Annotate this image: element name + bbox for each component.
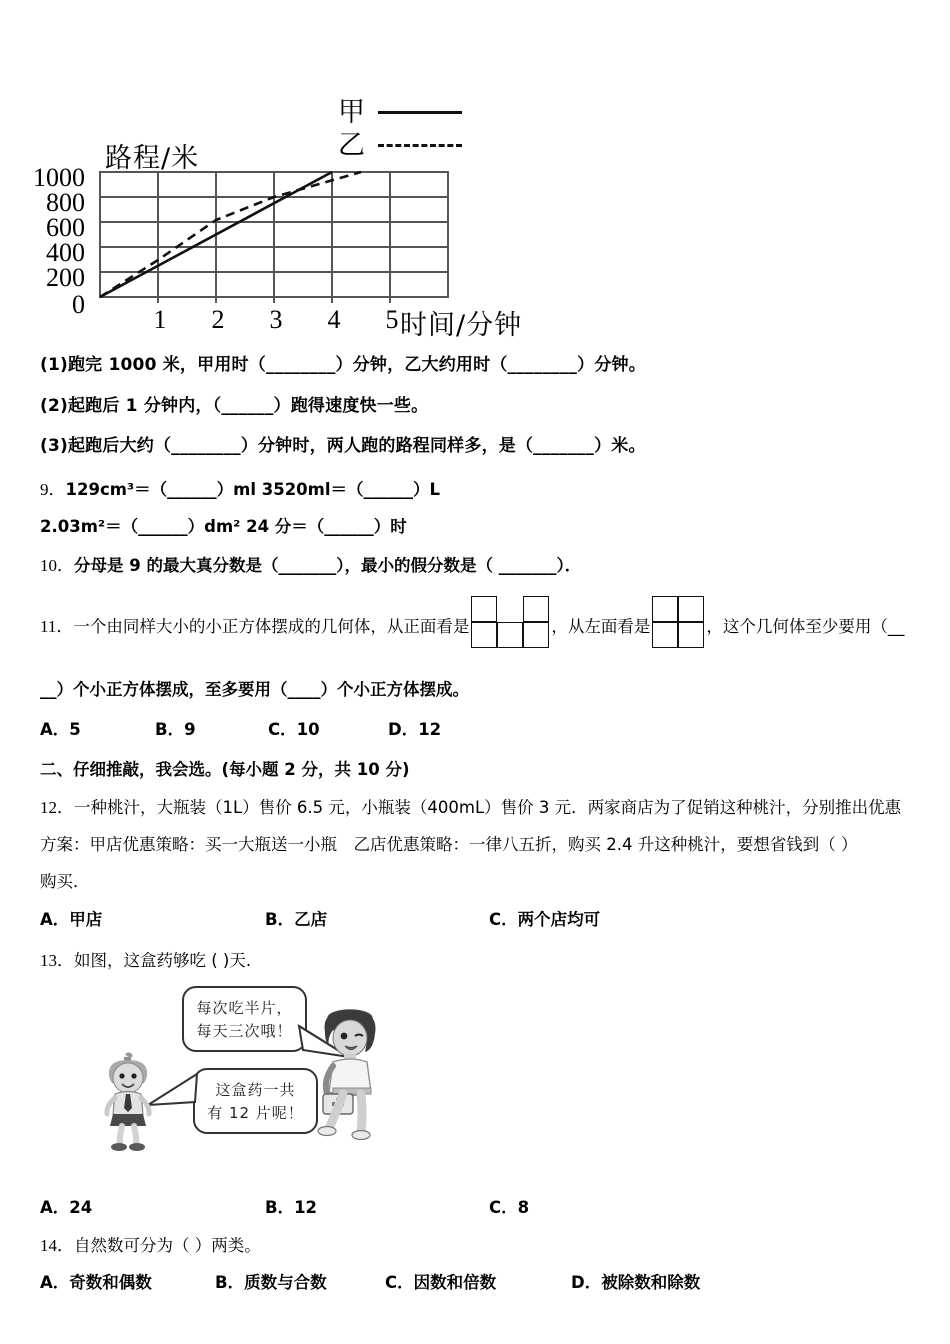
option-d[interactable]: D．12 [388, 719, 442, 739]
option-d[interactable]: D．被除数和除数 [571, 1272, 701, 1292]
distance-time-chart [0, 0, 950, 341]
option-c[interactable]: C．10 [268, 719, 320, 739]
chart-subquestion-1: (1)跑完 1000 米，甲用时（________）分钟，乙大约用时（________）分钟。 [40, 355, 646, 375]
question-11-part4: __）个小正方体摆成，至多要用（____）个小正方体摆成。 [40, 679, 469, 699]
question-10-text: 分母是 9 的最大真分数是（_______），最小的假分数是（ _______）． [74, 555, 582, 575]
question-12-line2: 方案：甲店优惠策略：买一大瓶送一小瓶 乙店优惠策略：一律八五折，购买 2.4 升这种桃汁，要想省钱到（ ） [40, 834, 858, 854]
front-view-shape [471, 596, 549, 648]
question-13-options [40, 1194, 920, 1218]
question-11 [40, 596, 920, 648]
option-b[interactable]: B．9 [155, 719, 196, 739]
question-10 [40, 551, 920, 576]
section-2-heading: 二、仔细推敲，我会选。(每小题 2 分，共 10 分) [40, 759, 410, 779]
left-view-shape [652, 596, 704, 648]
child-figure-icon [95, 1050, 161, 1154]
question-12 [40, 793, 920, 818]
nurse-speech-bubble [182, 986, 307, 1052]
option-a[interactable]: A．24 [40, 1197, 93, 1217]
question-13 [40, 946, 920, 971]
child-bubble-line-2: 有 12 片呢！ [207, 1103, 304, 1122]
question-9-number: 9． [40, 479, 66, 499]
x-tick-3: 3 [269, 305, 283, 334]
question-11-part2: ，从左面看是 [551, 616, 651, 636]
option-c[interactable]: C．8 [489, 1197, 530, 1217]
x-tick-2: 2 [211, 305, 225, 334]
x-tick-5: 5 [385, 305, 399, 334]
question-11-part3: ，这个几何体至少要用（__ [706, 616, 905, 636]
question-11-part1: 一个由同样大小的小正方体摆成的几何体，从正面看是 [73, 616, 470, 636]
y-tick-600: 600 [46, 213, 85, 242]
option-b[interactable]: B．质数与合数 [215, 1272, 327, 1292]
question-11-part4-row [40, 676, 920, 700]
question-14-number: 14． [40, 1235, 74, 1255]
nurse-bubble-line-2: 每天三次哦！ [196, 1021, 293, 1040]
option-a[interactable]: A．奇数和偶数 [40, 1272, 152, 1292]
question-9-line2: 2.03m²＝（______）dm² 24 分＝（______）时 [40, 516, 407, 536]
option-a[interactable]: A．5 [40, 719, 81, 739]
question-12-line3-row [40, 868, 920, 892]
question-12-number: 12． [40, 797, 74, 817]
question-body [40, 352, 920, 1306]
x-tick-1: 1 [153, 305, 167, 334]
chart-plot-area [0, 0, 460, 330]
question-9 [40, 475, 920, 500]
question-11-number: 11． [40, 616, 74, 636]
option-c[interactable]: C．两个店均可 [489, 909, 601, 929]
option-b[interactable]: B．12 [265, 1197, 318, 1217]
question-14 [40, 1231, 920, 1256]
nurse-figure-icon [303, 1002, 389, 1152]
chart-subquestion-2: (2)起跑后 1 分钟内，（______）跑得速度快一些。 [40, 395, 429, 416]
legend-label-jia: 甲 [338, 97, 365, 128]
y-tick-1000: 1000 [33, 163, 85, 192]
option-a[interactable]: A．甲店 [40, 909, 103, 929]
question-12-line1: 一种桃汁，大瓶装（1L）售价 6.5 元，小瓶装（400mL）售价 3 元．两家商店为了促销这种桃汁，分别推出优惠 [74, 797, 902, 817]
question-14-text: 自然数可分为（ ）两类。 [74, 1235, 261, 1255]
y-axis-title: 路程/米 [105, 143, 200, 174]
y-tick-0: 0 [72, 290, 85, 319]
x-axis-title: 时间/分钟 [400, 310, 523, 341]
nurse-bubble-line-1: 每次吃半片， [196, 998, 293, 1017]
question-13-number: 13． [40, 950, 74, 970]
child-bubble-line-1: 这盒药一共 [215, 1080, 296, 1099]
question-13-text: 如图，这盒药够吃 ( )天. [74, 950, 252, 970]
option-c[interactable]: C．因数和倍数 [385, 1272, 497, 1292]
legend-label-yi: 乙 [338, 130, 365, 161]
option-b[interactable]: B．乙店 [265, 909, 328, 929]
question-9-line2-row [40, 513, 920, 537]
question-12-line3: 购买． [40, 871, 90, 891]
child-speech-bubble [193, 1068, 318, 1134]
question-9-line1: 129cm³＝（______）ml 3520ml＝（______）L [65, 479, 441, 499]
medicine-illustration [85, 984, 415, 1164]
y-tick-400: 400 [46, 238, 85, 267]
y-tick-800: 800 [46, 188, 85, 217]
y-tick-200: 200 [46, 263, 85, 292]
chart-subquestion-3: (3)起跑后大约（________）分钟时，两人跑的路程同样多，是（_______）米。 [40, 436, 646, 457]
question-14-options [40, 1269, 920, 1293]
question-12-options [40, 906, 920, 930]
x-tick-4: 4 [327, 305, 341, 334]
question-10-number: 10． [40, 555, 74, 575]
question-11-options [40, 716, 920, 740]
question-12-line2-row [40, 831, 920, 855]
